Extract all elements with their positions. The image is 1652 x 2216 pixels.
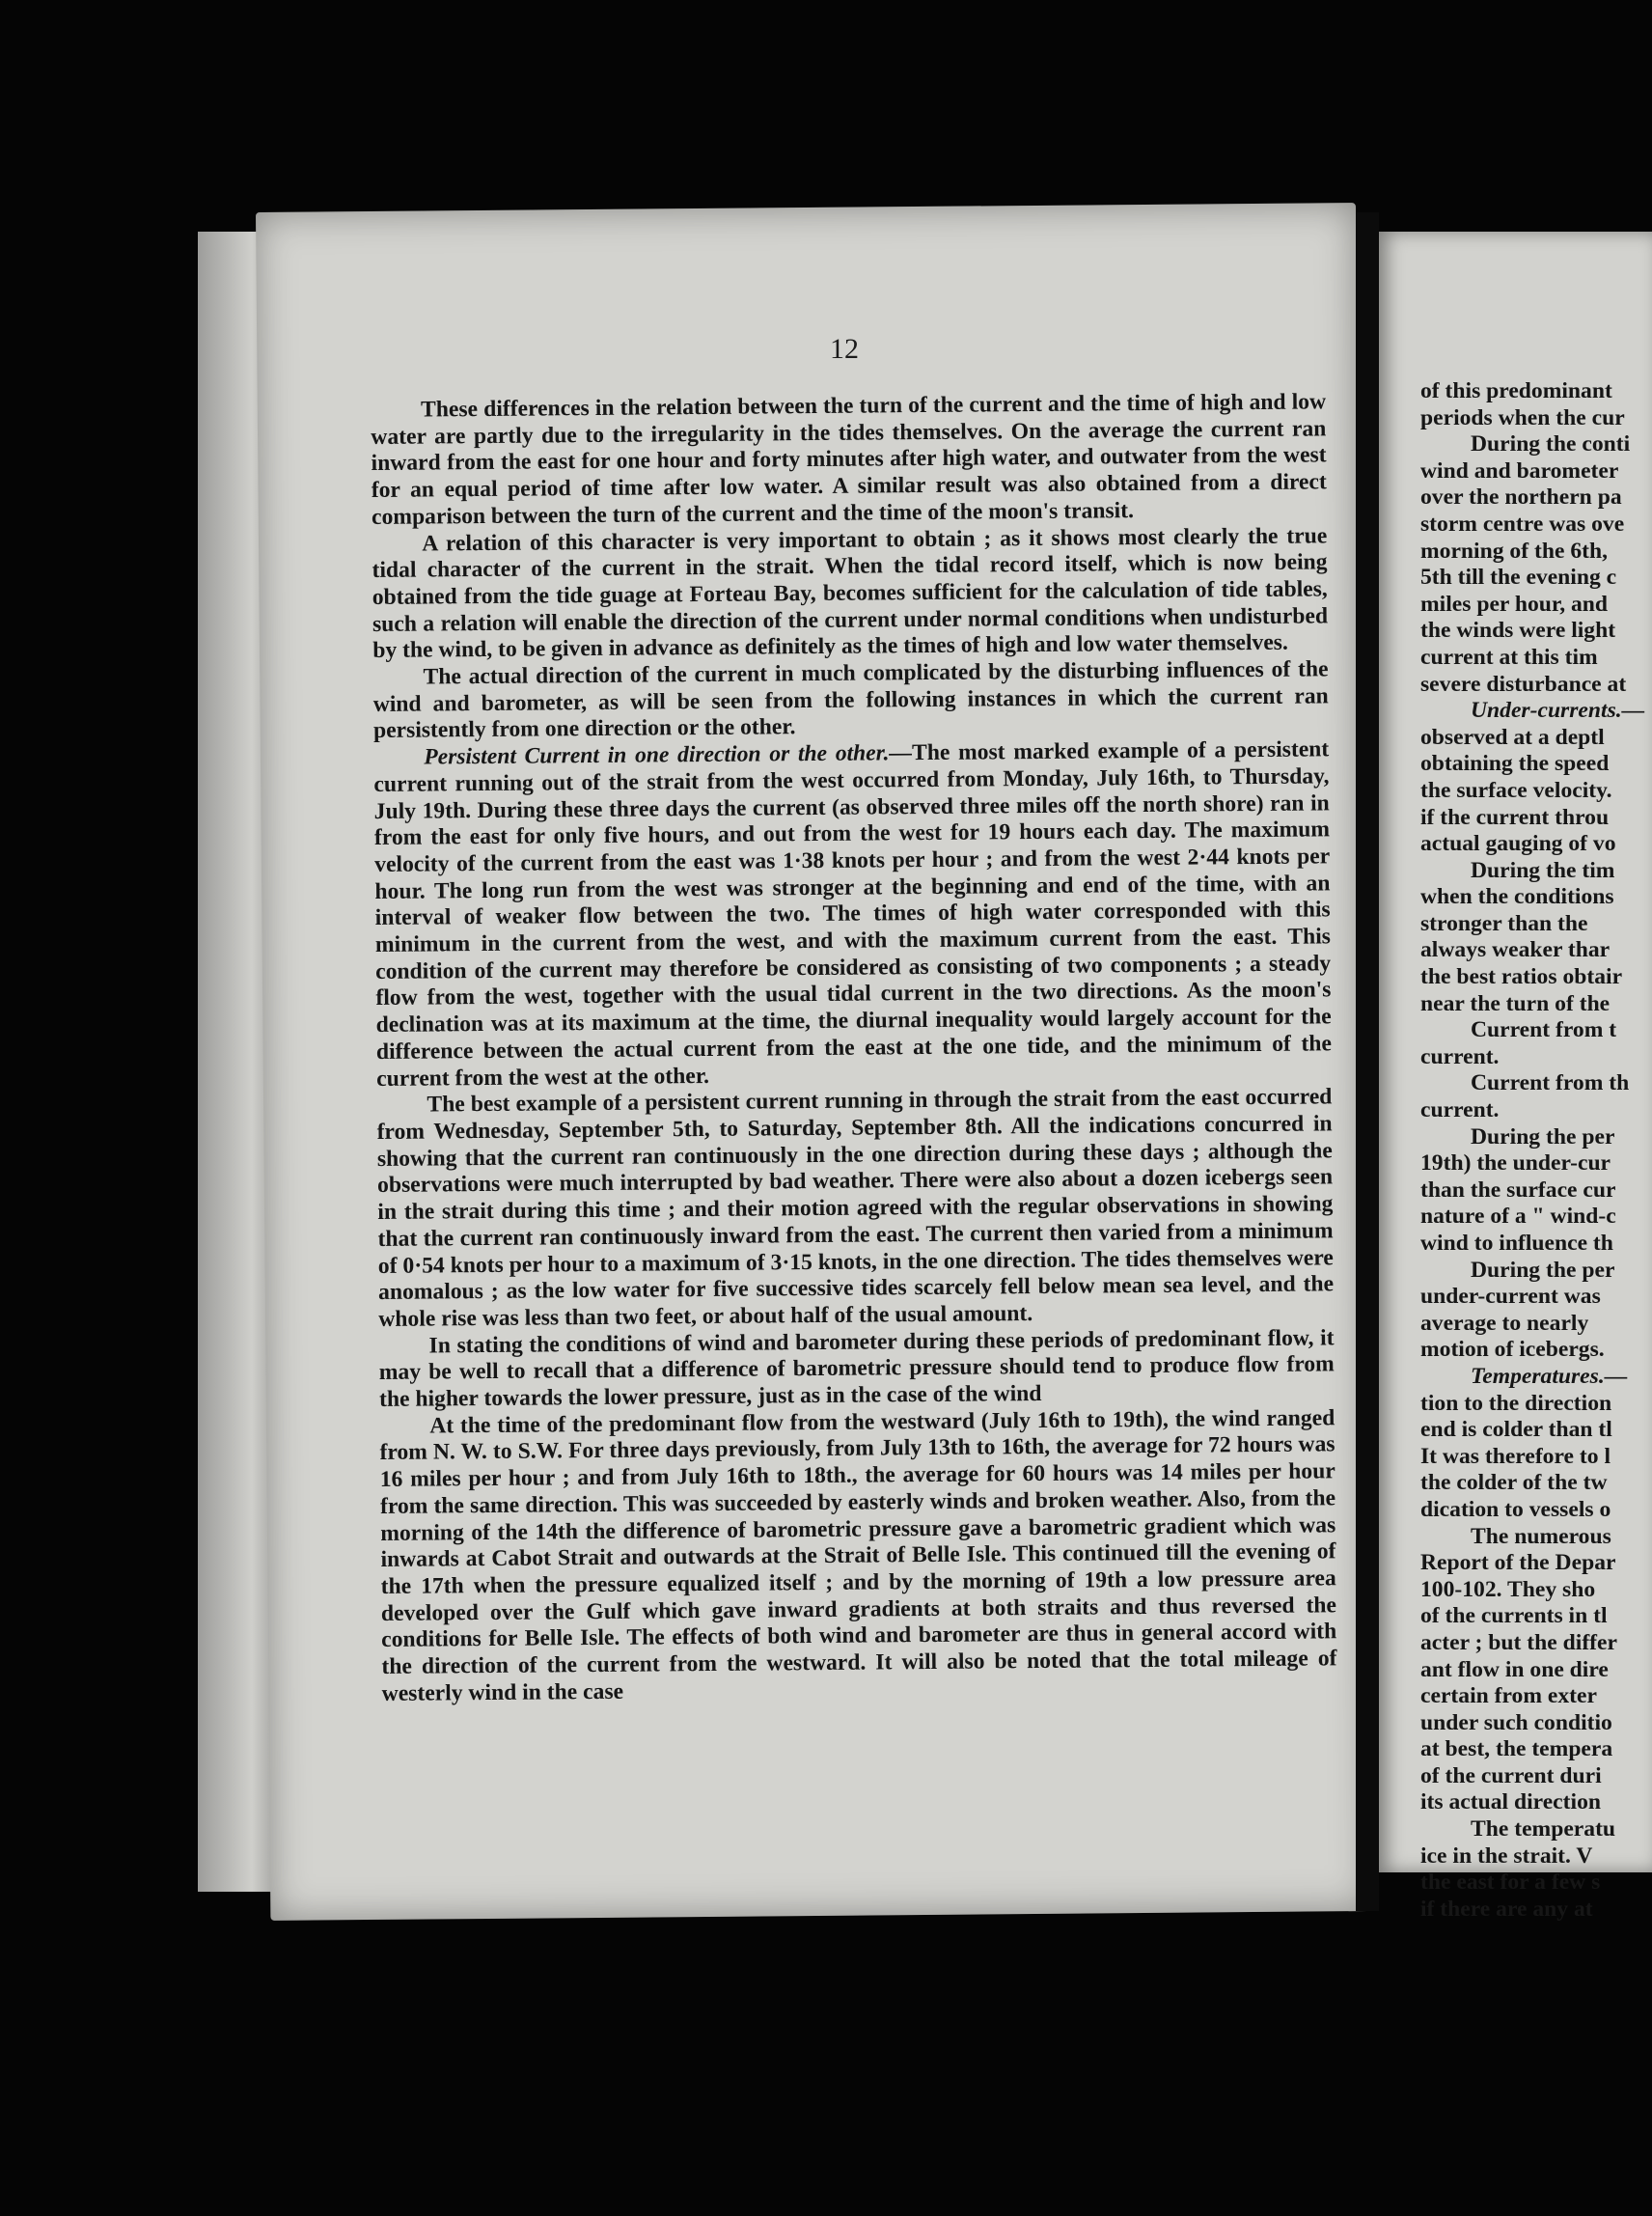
right-page-line: the winds were light <box>1420 618 1616 644</box>
right-page-line: current. <box>1420 1097 1500 1123</box>
right-page-line: dication to vessels o <box>1420 1496 1611 1522</box>
right-page-line: morning of the 6th, <box>1420 538 1608 564</box>
paragraph: The actual direction of the current in much complicated by the disturbing influences of the wind and barometer, as will be seen from the following instances in which the current ran persistently from one direction or the other. <box>372 656 1329 744</box>
right-page-line: ant flow in one dire <box>1420 1656 1609 1682</box>
right-page-line: Under-currents.— <box>1471 698 1645 724</box>
right-page-line: periods when the cur <box>1420 404 1625 430</box>
paragraph: In stating the conditions of wind and barometer during these periods of predominant flow, it may be well to recall that a difference of barometric pressure should tend to produce flow from the higher towards the lower pressure, just as in the case of the wind <box>378 1324 1335 1412</box>
right-page-line: During the per <box>1471 1257 1615 1283</box>
right-page-line: of the current duri <box>1420 1762 1602 1788</box>
right-page-line: acter ; but the differ <box>1420 1629 1617 1655</box>
right-page-line: It was therefore to l <box>1420 1443 1611 1469</box>
left-page-text <box>371 389 1337 1707</box>
right-page-line: the surface velocity. <box>1420 777 1612 803</box>
right-page-line: if there are any at <box>1420 1896 1593 1922</box>
right-page-line: obtaining the speed <box>1420 751 1610 777</box>
right-page-line: near the turn of the <box>1420 990 1611 1016</box>
paragraph: A relation of this character is very important to obtain ; as it shows most clearly the true tidal character of the current in the strait. When the tidal record itself, which is now being obtained from the tide guage at Forteau Bay, becomes sufficient for the calculation of tide tables, such a relation will enable the direction of the current under normal conditions when undisturbed by the wind, to be given in advance as definitely as the times of high and low water themselves. <box>372 522 1329 664</box>
right-page-line: The temperatu <box>1471 1816 1616 1842</box>
page-number: 12 <box>830 333 859 365</box>
right-page-line: when the conditions <box>1420 884 1614 910</box>
right-page-line: Report of the Depar <box>1420 1550 1616 1576</box>
right-page-line: observed at a deptl <box>1420 724 1605 750</box>
right-page-line: During the tim <box>1471 857 1615 883</box>
right-page-line: Temperatures.— <box>1471 1363 1628 1389</box>
right-page-line: miles per hour, and <box>1420 591 1609 617</box>
right-page-line: always weaker thar <box>1420 937 1611 963</box>
right-page-line: than the surface cur <box>1420 1177 1616 1203</box>
right-page-line: wind to influence th <box>1420 1231 1613 1256</box>
right-page-line: actual gauging of vo <box>1420 831 1616 857</box>
right-page-line: 5th till the evening c <box>1420 565 1617 591</box>
right-page-line: of the currents in tl <box>1420 1603 1608 1629</box>
right-page-line: Current from th <box>1471 1070 1630 1096</box>
right-page-line: During the conti <box>1471 431 1631 457</box>
right-page-line: current at this tim <box>1420 644 1598 670</box>
right-page-line: stronger than the <box>1420 910 1588 936</box>
right-page-line: under such conditio <box>1420 1709 1612 1735</box>
right-page-line: motion of icebergs. <box>1420 1337 1605 1363</box>
right-page-line: under-current was <box>1420 1284 1601 1310</box>
right-page-line: of this predominant <box>1420 378 1612 403</box>
right-page-line: storm centre was ove <box>1420 511 1625 537</box>
right-page-line: end is colder than tl <box>1420 1417 1612 1443</box>
paragraph-body: The most marked example of a persistent current running out of the strait from the west occurred from Monday, July 16th, to Thursday, July 19th. During these three days the current (as observed three miles off the north shore) ran in from the east for only five hours, and out from the west for 19 hours each day. The maximum velocity of the current from the east was 1·38 knots per hour ; and from the west 2·44 knots per hour. The long run from the west was stronger at the beginning and end of the time, with an interval of weaker flow between the two. The times of high water corresponded with this minimum in the current from the west, and with the maximum current from the east. This condition of the current may therefore be considered as consisting of two components ; a steady flow from the west, together with the usual tidal current in the two directions. As the moon's declination was at its maximum at the time, the diurnal inequality would largely account for the difference between the actual current from the east at the one tide, and the minimum of the current from the west at the other. <box>373 736 1332 1092</box>
paragraph: The best example of a persistent current running in through the strait from the east occurred from Wednesday, September 5th, to Saturday, September 8th. All the indications concurred in showing that the current ran continuously in the one direction during these days ; although the observations were much interrupted by bad weather. There were also about a dozen icebergs seen in the strait during this time ; and their motion agreed with the regular observations in showing that the current ran continuously inward from the east. The current then varied from a minimum of 0·54 knots per hour to a maximum of 3·15 knots, in the one direction. The tides themselves were anomalous ; as the low water for five successive tides scarcely fell below mean sea level, and the whole rise was less than two feet, or about half of the usual amount. <box>376 1084 1335 1332</box>
right-page-line: ice in the strait. V <box>1420 1842 1593 1869</box>
right-page-line: nature of a " wind-c <box>1420 1204 1616 1230</box>
right-page-line: During the per <box>1471 1123 1615 1150</box>
right-page-line: the best ratios obtair <box>1420 964 1623 990</box>
right-page-line: Current from t <box>1471 1017 1617 1043</box>
paragraph-persistent <box>373 736 1332 1093</box>
page-gutter <box>1356 212 1379 1911</box>
right-page-line: average to nearly <box>1420 1310 1589 1336</box>
right-page-line: over the northern pa <box>1420 485 1622 511</box>
right-page-line: current. <box>1420 1043 1500 1069</box>
right-page-line: at best, the tempera <box>1420 1736 1613 1762</box>
right-page-line: tion to the direction <box>1420 1390 1612 1416</box>
right-page-line: the colder of the tw <box>1420 1470 1608 1496</box>
right-page-line: wind and barometer <box>1420 457 1619 484</box>
right-page-text <box>1420 378 1652 1923</box>
right-page-line: the east for a few s <box>1420 1870 1601 1896</box>
right-page-line: 19th) the under-cur <box>1420 1150 1611 1177</box>
right-page-line: certain from exter <box>1420 1683 1597 1709</box>
right-page-line: The numerous <box>1471 1523 1611 1549</box>
right-page-line: severe disturbance at <box>1420 671 1627 697</box>
right-page-line: its actual direction <box>1420 1789 1601 1815</box>
right-page-line: if the current throu <box>1420 804 1610 830</box>
paragraph: At the time of the predominant flow from the westward (July 16th to 19th), the wind ranged from N. W. to S.W. For three days previously, from July 13th to 16th, the average for 72 hours was 16 miles per hour ; and from July 16th to 18th., the average for 60 hours was 14 miles per hour from the same direction. This was succeeded by easterly winds and broken weather. Also, from the morning of the 14th the difference of barometric pressure gave a barometric gradient which was inwards at Cabot Strait and outwards at the Strait of Belle Isle. This continued till the evening of the 17th when the pressure equalized itself ; and by the morning of 19th a low pressure area developed over the Gulf which gave inward gradients at both straits and thus reversed the conditions for Belle Isle. The effects of both wind and barometer are thus in general accord with the direction of the current from the westward. It will also be noted that the total mileage of westerly wind in the case <box>379 1405 1337 1706</box>
right-page-line: 100-102. They sho <box>1420 1576 1596 1602</box>
section-heading: Persistent Current in one direction or the other.— <box>424 740 913 770</box>
paragraph: These differences in the relation between the turn of the current and the time of high and low water are partly due to the irregularity in the tides themselves. On the average the current ran inward from the east for one hour and forty minutes after high water, and outwater from the west for an equal period of time after low water. A similar result was also obtained from a direct comparison between the turn of the current and the time of the moon's transit. <box>371 389 1327 530</box>
